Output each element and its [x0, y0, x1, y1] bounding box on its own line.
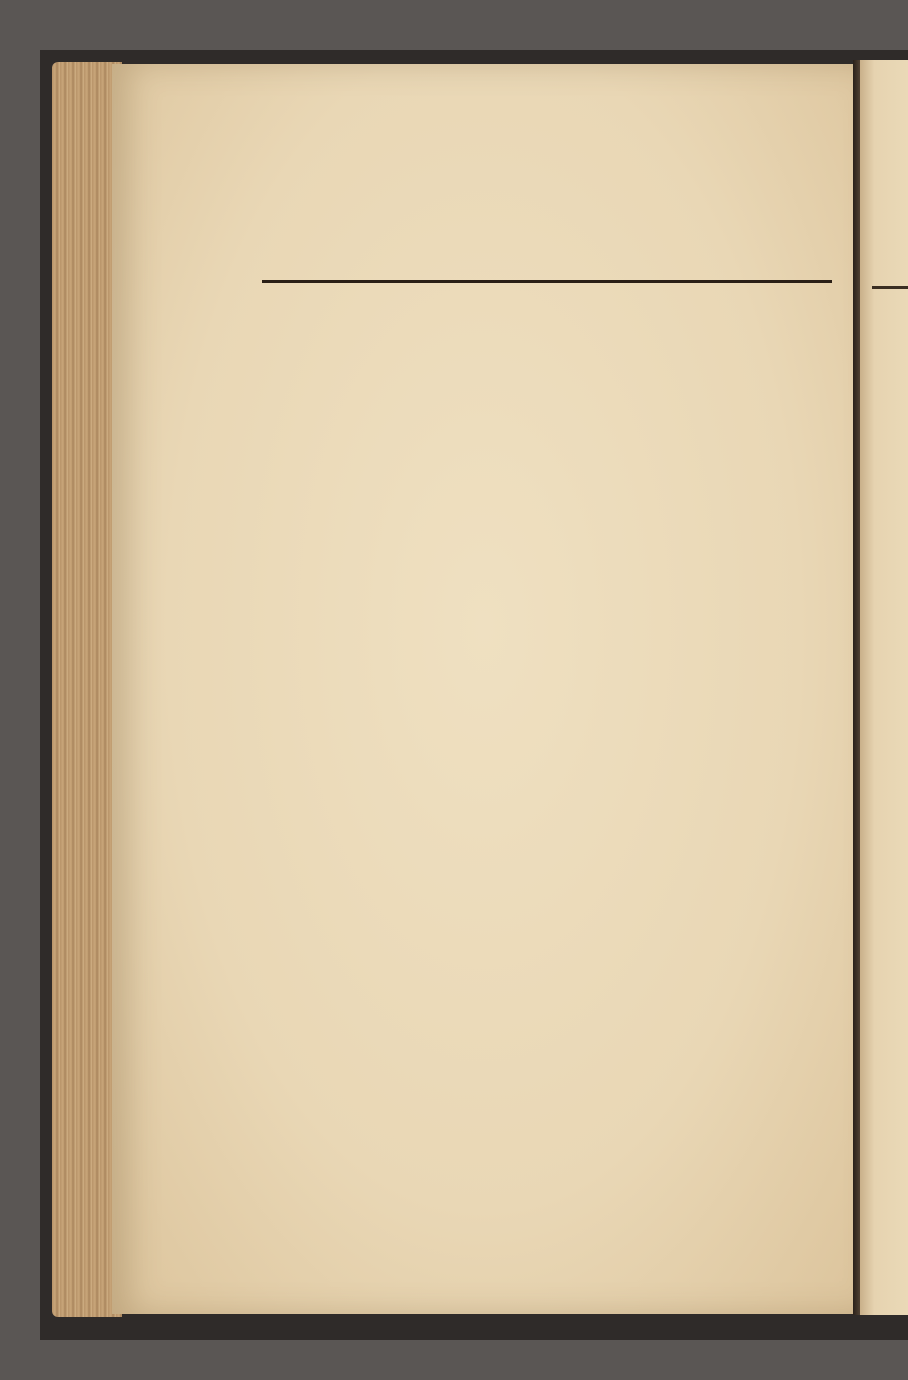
facing-page: [860, 60, 908, 1315]
facing-page-rule: [872, 286, 908, 289]
chapter-rule: [262, 280, 832, 283]
book-page: [112, 64, 857, 1314]
